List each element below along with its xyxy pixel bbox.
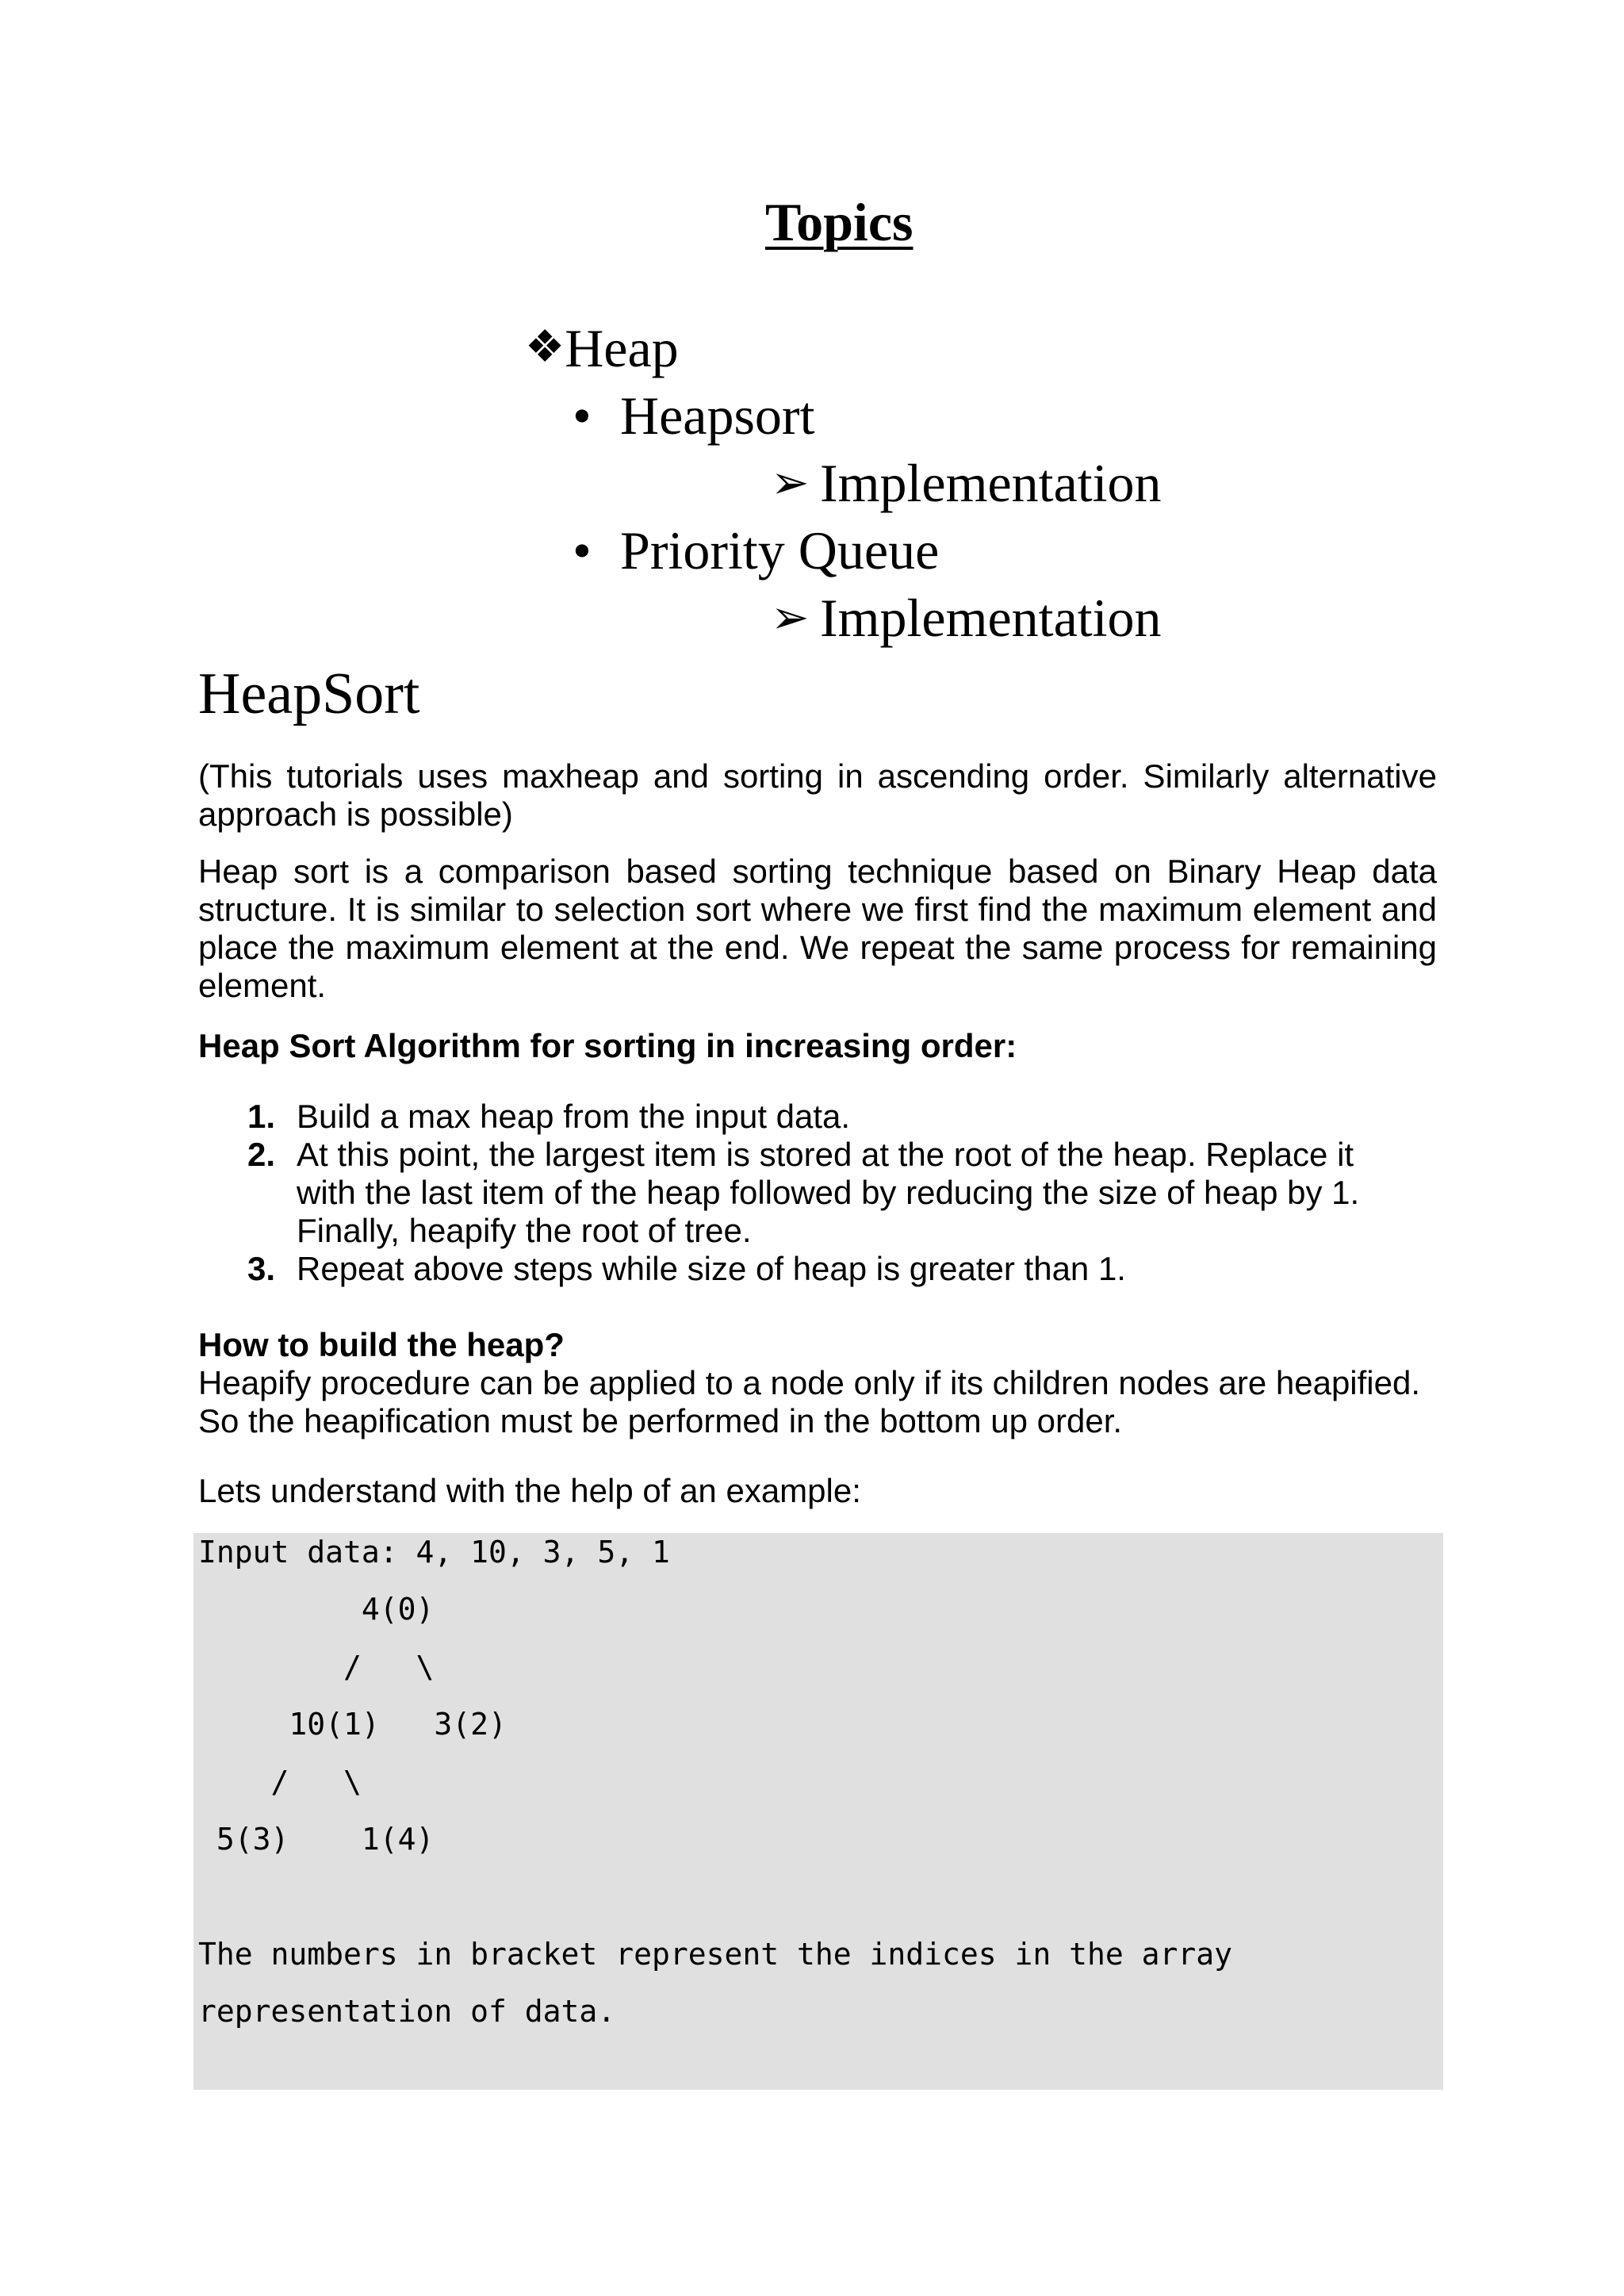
topic-heap-label: Heap bbox=[565, 318, 679, 378]
arrow-bullet-icon: ➢ bbox=[771, 457, 810, 508]
arrow-bullet-icon: ➢ bbox=[771, 592, 810, 643]
bullet-icon: • bbox=[573, 520, 592, 581]
topic-priority-queue-label: Priority Queue bbox=[620, 520, 940, 581]
algorithm-steps bbox=[198, 1098, 1437, 1288]
step-text: Build a max heap from the input data. bbox=[297, 1098, 851, 1135]
description-paragraph: Heap sort is a comparison based sorting technique based on Binary Heap data structure. It is similar to selection sort where we first find the maximum element and place the maximum element at the end. We repeat the same process for remaining element. bbox=[198, 853, 1437, 1004]
topic-heapsort-implementation-label: Implementation bbox=[820, 453, 1162, 513]
topic-priority-queue-implementation bbox=[744, 537, 1162, 648]
code-line: / \ bbox=[198, 1765, 362, 1800]
step-text: Repeat above steps while size of heap is greater than 1. bbox=[297, 1250, 1126, 1287]
build-text-line-1: Heapify procedure can be applied to a node only if its children nodes are heapified. bbox=[198, 1364, 1421, 1401]
code-line: The numbers in bracket represent the indices in the array bbox=[198, 1937, 1233, 1972]
step-text: At this point, the largest item is stored at the root of the heap. Replace it with the last item of the heap followed by reducing the size of heap by 1. Finally, heapify the root of tree. bbox=[297, 1136, 1360, 1249]
algorithm-heading: Heap Sort Algorithm for sorting in increasing order: bbox=[198, 1027, 1017, 1064]
code-line: representation of data. bbox=[198, 1994, 616, 2029]
code-line: 5(3) 1(4) bbox=[198, 1822, 435, 1857]
intro-note: (This tutorials uses maxheap and sorting in ascending order. Similarly alternative approach is possible) bbox=[198, 757, 1437, 833]
topic-heapsort-label: Heapsort bbox=[620, 385, 815, 446]
step-number: 3. bbox=[247, 1250, 276, 1287]
section-title: HeapSort bbox=[198, 661, 420, 726]
list-item bbox=[198, 1136, 1437, 1250]
code-line: 10(1) 3(2) bbox=[198, 1707, 507, 1742]
build-heading: How to build the heap? bbox=[198, 1326, 565, 1363]
code-line: 4(0) bbox=[198, 1592, 435, 1627]
build-text-line-2: So the heapification must be performed in the bottom up order. bbox=[198, 1402, 1123, 1439]
list-item bbox=[198, 1250, 1437, 1288]
bullet-icon: • bbox=[573, 385, 592, 446]
list-item bbox=[198, 1098, 1437, 1136]
code-line: / \ bbox=[198, 1650, 435, 1685]
example-intro: Lets understand with the help of an example: bbox=[198, 1472, 861, 1509]
topics-title: Topics bbox=[765, 192, 914, 252]
topic-priority-queue-implementation-label: Implementation bbox=[820, 588, 1162, 648]
code-line: Input data: 4, 10, 3, 5, 1 bbox=[198, 1535, 670, 1570]
diamond-bullet-icon: ❖ bbox=[525, 323, 565, 372]
step-number: 2. bbox=[247, 1136, 276, 1173]
step-number: 1. bbox=[247, 1098, 276, 1135]
